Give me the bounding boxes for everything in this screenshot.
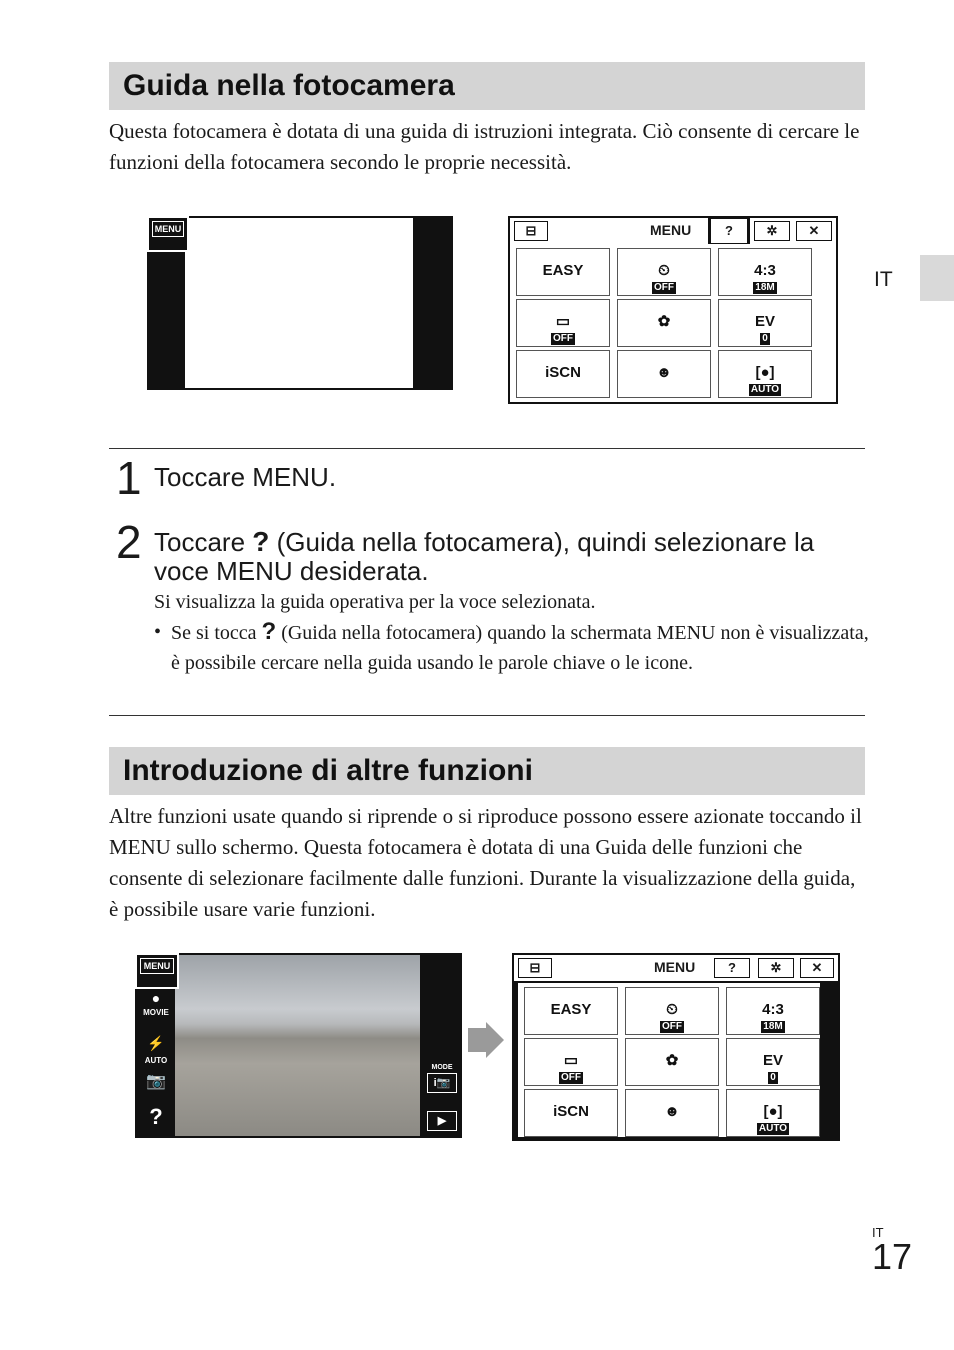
help-tab[interactable] xyxy=(710,218,748,244)
exposure-icon: EV xyxy=(762,1052,783,1069)
flash-icon: ⚡ xyxy=(147,1035,165,1051)
close-tab[interactable] xyxy=(796,221,832,241)
section-title: Introduzione di altre funzioni xyxy=(123,754,533,787)
intro-paragraph: Questa fotocamera è dotata di una guida di istruzioni integrata. Ciò consente di cercare le funzioni della fotocamera secondo le proprie necessità. xyxy=(109,119,860,174)
arrow-right-icon xyxy=(486,1022,504,1058)
smile-shutter-icon: ☻ xyxy=(664,1103,680,1120)
easy-mode-cell[interactable] xyxy=(516,248,610,296)
easy-mode-icon: EASY xyxy=(542,262,584,279)
exposure-badge: 0 xyxy=(770,1072,776,1083)
image-size-cell[interactable] xyxy=(718,248,812,296)
page-number: 17 xyxy=(872,1236,913,1277)
menu-grid-2 xyxy=(516,981,822,1139)
mode-label: MODE xyxy=(431,1064,453,1071)
step-2-detail: Si visualizza la guida operativa per la voce selezionata. xyxy=(154,591,596,613)
self-timer-icon: ⏲ xyxy=(666,1001,678,1018)
menu-button[interactable] xyxy=(135,953,179,989)
self-timer-cell[interactable] xyxy=(617,248,711,296)
step-text-2-before: Toccare xyxy=(154,527,246,557)
steps-bottom-rule xyxy=(109,715,865,716)
bullet-text-after: (Guida nella fotocamera) quando la schermata MENU non è visualizzata, è possibile cercare nella guida usando le parole chiave o le icone. xyxy=(171,622,869,674)
steps-top-rule xyxy=(109,448,865,449)
intelligent-auto-icon: i📷 xyxy=(433,1077,451,1089)
face-detection-badge: AUTO xyxy=(758,1123,788,1134)
menu-button-label: MENU xyxy=(140,958,174,974)
functions-paragraph: Altre funzioni usate quando si riprende o si riproduce possono essere azionate toccando il MENU sullo schermo. Questa fotocamera è dotata di una Guida delle funzioni che consente di selezionare facilmente dalle funzioni. Durante la visualizzazione della guida, è possibile usare varie funzioni. xyxy=(109,804,862,921)
burst-badge: OFF xyxy=(561,1072,581,1083)
exposure-cell[interactable] xyxy=(718,299,812,347)
exposure-icon: EV xyxy=(754,313,775,330)
gear-icon: ✲ xyxy=(770,960,782,975)
toolbox-icon: ⊟ xyxy=(525,223,537,238)
burst-cell[interactable] xyxy=(524,1038,618,1086)
exposure-cell[interactable] xyxy=(726,1038,820,1086)
step-number-2 xyxy=(116,516,142,568)
close-icon: ✕ xyxy=(808,223,820,238)
menu-panel-1 xyxy=(508,216,838,404)
face-detection-icon: [●] xyxy=(763,1103,783,1120)
section-title: Guida nella fotocamera xyxy=(123,69,455,102)
burst-badge: OFF xyxy=(553,333,573,344)
step-number-1: 1 xyxy=(116,452,142,504)
self-timer-badge: OFF xyxy=(654,282,674,293)
camera-settings-button[interactable] xyxy=(139,1071,173,1091)
screen-diagram-left xyxy=(147,216,453,390)
settings-tab[interactable] xyxy=(758,958,794,978)
language-label: IT xyxy=(874,268,893,291)
burst-cell[interactable] xyxy=(516,299,610,347)
section-header-guide xyxy=(109,62,865,110)
flash-button[interactable] xyxy=(139,1035,173,1067)
step-text-2 xyxy=(154,527,869,586)
mode-button[interactable] xyxy=(427,1073,457,1093)
help-icon: ? xyxy=(261,618,277,645)
smile-shutter-cell[interactable] xyxy=(617,350,711,398)
self-timer-badge: OFF xyxy=(662,1021,682,1032)
help-icon: ? xyxy=(149,1104,163,1129)
help-tab[interactable] xyxy=(714,958,750,978)
language-side-tab xyxy=(920,255,954,301)
menu-panel-label: MENU xyxy=(650,222,692,238)
movie-icon: ● xyxy=(151,990,161,1006)
face-detection-cell[interactable] xyxy=(726,1089,820,1137)
macro-cell[interactable] xyxy=(617,299,711,347)
step-number-2-value: 2 xyxy=(116,516,142,568)
menu-grid-1 xyxy=(510,244,836,402)
movie-button[interactable] xyxy=(139,991,173,1019)
macro-icon: ✿ xyxy=(657,313,671,330)
footer-lang: IT xyxy=(872,1225,884,1240)
scene-selection-cell[interactable] xyxy=(516,350,610,398)
self-timer-icon: ⏲ xyxy=(658,262,670,279)
section-header-other-functions xyxy=(109,747,865,795)
bullet-dot: • xyxy=(154,621,162,643)
image-size-badge: 18M xyxy=(763,1021,783,1032)
scene-selection-icon: iSCN xyxy=(553,1103,589,1120)
image-size-cell[interactable] xyxy=(726,987,820,1035)
face-detection-badge: AUTO xyxy=(750,384,780,395)
menu-panel-2 xyxy=(512,953,840,1141)
easy-mode-cell[interactable] xyxy=(524,987,618,1035)
smile-shutter-icon: ☻ xyxy=(656,364,672,381)
burst-icon: ▭ xyxy=(555,313,571,330)
exposure-badge: 0 xyxy=(762,333,768,344)
live-view-image xyxy=(175,955,420,1136)
settings-tab[interactable] xyxy=(754,221,790,241)
menu-panel-topbar xyxy=(510,218,836,244)
toolbox-tab[interactable] xyxy=(514,221,548,241)
image-size-icon: 4:3 xyxy=(762,1001,784,1018)
screen-diagram-live xyxy=(135,953,462,1138)
scene-selection-icon: iSCN xyxy=(545,364,581,381)
image-size-icon: 4:3 xyxy=(754,262,776,279)
playback-button[interactable] xyxy=(427,1111,457,1131)
menu-panel-topbar xyxy=(514,955,838,981)
step-text-1: Toccare MENU. xyxy=(154,462,337,492)
step-2-bullet xyxy=(171,617,869,678)
burst-icon: ▭ xyxy=(563,1052,579,1069)
smile-shutter-cell[interactable] xyxy=(625,1089,719,1137)
arrow-shaft xyxy=(468,1028,488,1052)
face-detection-icon: [●] xyxy=(755,364,775,381)
macro-cell[interactable] xyxy=(625,1038,719,1086)
gear-icon: ✲ xyxy=(766,223,778,238)
camera-settings-icon: 📷 xyxy=(146,1073,166,1090)
menu-button-label: MENU xyxy=(152,221,184,237)
help-button[interactable] xyxy=(139,1105,173,1129)
face-detection-cell[interactable] xyxy=(718,350,812,398)
help-icon: ? xyxy=(725,223,733,238)
screen-live-area xyxy=(185,218,413,388)
movie-badge: MOVIE xyxy=(143,1008,169,1017)
self-timer-cell[interactable] xyxy=(625,987,719,1035)
toolbox-tab[interactable] xyxy=(518,958,552,978)
close-tab[interactable] xyxy=(800,958,834,978)
menu-button[interactable] xyxy=(147,216,189,252)
step-text-2-after: (Guida nella fotocamera), quindi selezionare la voce MENU desiderata. xyxy=(154,527,815,586)
help-icon: ? xyxy=(728,960,736,975)
menu-panel-label: MENU xyxy=(654,959,696,975)
image-size-badge: 18M xyxy=(755,282,775,293)
help-icon: ? xyxy=(252,526,270,557)
macro-icon: ✿ xyxy=(665,1052,679,1069)
flash-badge: AUTO xyxy=(144,1056,168,1065)
toolbox-icon: ⊟ xyxy=(529,960,541,975)
close-icon: ✕ xyxy=(811,960,823,975)
scene-selection-cell[interactable] xyxy=(524,1089,618,1137)
bullet-text-before: Se si tocca xyxy=(171,622,257,644)
play-icon: ▶ xyxy=(437,1115,447,1127)
easy-mode-icon: EASY xyxy=(550,1001,592,1018)
